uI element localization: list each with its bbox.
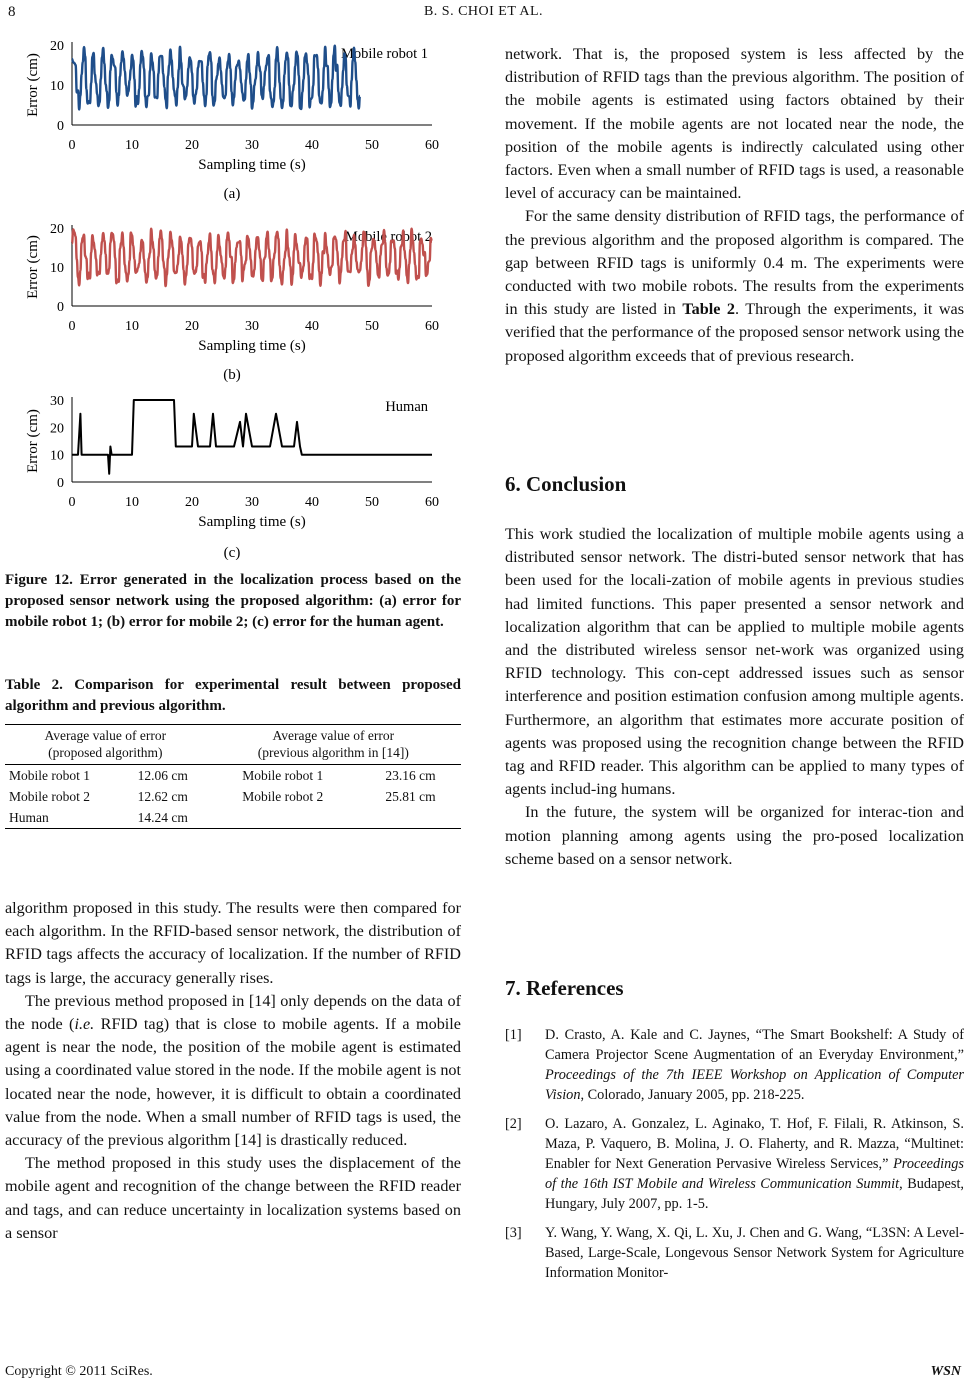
y-tick-label: 0: [57, 119, 64, 134]
x-tick-label: 50: [365, 495, 379, 510]
x-tick-label: 40: [305, 138, 319, 153]
footer-journal: WSN: [930, 1364, 961, 1379]
table-cell: 12.06 cm: [137, 768, 188, 783]
y-axis-label: Error (cm): [25, 409, 41, 473]
y-tick-label: 10: [50, 448, 64, 464]
paragraph: For the same density distribution of RFID tags, the performance of the previous algorithm and the proposed algorithm is compared. The gap between RFID tags is uniformly 0.4 m. The experiments were conducted with two mobile robots. The results from the experiments in this study are listed in Table 2. Through the experiments, it was verified that the performance of the proposed sensor network using the proposed algorithm exceeds that of previous research.: [505, 207, 965, 365]
page-number: 8: [8, 4, 16, 20]
table-cell: 25.81 cm: [385, 789, 436, 804]
footer-copyright: Copyright © 2011 SciRes.: [5, 1364, 153, 1379]
x-tick-label: 10: [125, 319, 139, 334]
table-2: [5, 724, 461, 829]
right-column-text: [505, 43, 964, 368]
table-cell: 12.62 cm: [137, 789, 188, 804]
x-axis-label: Sampling time (s): [198, 157, 306, 173]
table-cell: 14.24 cm: [137, 810, 188, 825]
x-tick-label: 30: [245, 495, 259, 510]
y-axis-label: Error (cm): [25, 53, 41, 117]
panel-label: (a): [223, 186, 241, 202]
x-tick-label: 10: [125, 495, 139, 510]
x-tick-label: 60: [425, 319, 439, 334]
panel-label: (b): [223, 367, 241, 383]
paragraph: algorithm proposed in this study. The results were then compared for each algorithm. In the RFID-based sensor network, the distribution of RFID tags affects the accuracy of localization. If the number of RFID tags is large, the accuracy generally rises.: [5, 899, 461, 987]
x-tick-label: 40: [305, 495, 319, 510]
reference-item: [1] D. Crasto, A. Kale and C. Jaynes, “The Smart Bookshelf: A Study of Camera Projector Scene Augmentation of an Everyday Environment,” Proceedings of the 7th IEEE Workshop on Application of Computer Vision, Colorado, January 2005, pp. 218-225.: [505, 1027, 964, 1103]
legend-label: Mobile robot 1: [341, 46, 428, 62]
y-tick-label: 20: [50, 39, 64, 54]
legend-label: Human: [385, 399, 428, 415]
conclusion-text: [505, 523, 964, 871]
chart-a: [25, 39, 439, 202]
y-tick-label: 10: [50, 261, 64, 276]
table-cell: Human: [9, 810, 49, 825]
x-tick-label: 30: [245, 319, 259, 334]
x-tick-label: 60: [425, 138, 439, 153]
section-heading-conclusion: 6. Conclusion: [505, 472, 627, 496]
chart-b: [25, 222, 439, 383]
chart-c: [25, 394, 439, 560]
figure-caption: Figure 12. Error generated in the localization process based on the proposed sensor network using the proposed algorithm: (a) error for mobile robot 1; (b) error for mobile 2; (c) error for the human agent.: [5, 572, 461, 630]
table-row: [5, 765, 461, 787]
table-caption: Table 2. Comparison for experimental result between proposed algorithm and previous algorithm.: [5, 677, 461, 714]
x-tick-label: 30: [245, 138, 259, 153]
y-tick-label: 30: [50, 394, 64, 409]
y-tick-label: 20: [50, 421, 64, 437]
table-cell: Mobile robot 1: [242, 768, 324, 783]
reference-list: [505, 1025, 964, 1292]
table-cell: 23.16 cm: [385, 768, 436, 783]
y-axis-label: Error (cm): [25, 235, 41, 299]
table-cell: Mobile robot 2: [9, 789, 90, 804]
x-tick-label: 20: [185, 495, 199, 510]
x-tick-label: 10: [125, 138, 139, 153]
series-line: [72, 400, 432, 474]
left-column-text: [5, 897, 461, 1245]
table-row: [5, 807, 461, 828]
table-body: [5, 765, 461, 829]
table-cell: [206, 807, 360, 828]
x-axis-label: Sampling time (s): [198, 514, 306, 530]
paragraph: network. That is, the proposed system is less affected by the distribution of RFID tags than the previous algorithm. The position of the mobile agents is estimated using factors obtained by their movement. If the mobile agents are not located near the node, the position of the mobile agents is indirectly calculated using other factors. Even when a small number of RFID tags is used, a reasonable level of accuracy can be maintained.: [505, 45, 964, 203]
figure-12: [0, 30, 470, 560]
panel-label: (c): [223, 545, 241, 560]
reference-item: [3] Y. Wang, Y. Wang, X. Qi, L. Xu, J. Chen and G. Wang, “L3SN: A Level-Based, Large-Scale, Longevous Sensor Network System for Agriculture Information Monitor-: [505, 1225, 964, 1281]
x-tick-label: 0: [68, 138, 76, 153]
section-heading-references: 7. References: [505, 976, 624, 1000]
reference-item: [2] O. Lazaro, A. Gonzalez, L. Aginako, T. Hof, F. Filali, R. Atkinson, S. Maza, P. Vaquero, B. Molina, J. O. Flaherty, and R. Mazza, “Multinet: Enabler for Next Generation Pervasive Wireless Services,” Proceedings of the 16th IST Mobile and Wireless Communication Summit, Budapest, Hungary, July 2007, pp. 1-5.: [505, 1116, 964, 1212]
table-cell: [360, 807, 461, 828]
x-tick-label: 50: [365, 319, 379, 334]
legend-label: Mobile robot 2: [345, 229, 432, 245]
paragraph: This work studied the localization of multiple mobile agents using a distributed sensor network. The distri-buted sensor network that has been used for the locali-zation of mobile agents in previous studies had limited functions. This paper presented a sensor network and localization algorithm that can be applied to multiple mobile agents and the distributed wireless sensor net-work was organized using RFID technology. This con-cept addressed issues such as sensor interference and position estimation confusion among multiple agents. Furthermore, an algorithm that estimates more accurate position of agents was proposed using the recognition change between the RFID tag and RFID reader. This algorithm can be applied to many types of agents includ-ing humans.: [505, 525, 964, 799]
y-tick-label: 0: [57, 300, 64, 315]
table-cell: Mobile robot 1: [9, 768, 90, 783]
x-tick-label: 40: [305, 319, 319, 334]
running-head: B. S. CHOI ET AL.: [423, 4, 544, 19]
x-tick-label: 60: [425, 495, 439, 510]
paragraph: The previous method proposed in [14] only depends on the data of the node (i.e. RFID tag) that is close to mobile agents. If a mobile agent is near the node, the position of the mobile agent is estimated using a coordinated value stored in the node. If the mobile agent is not located near the node, however, it is difficult to obtain a coordinated value from the node. When a small number of RFID tags is used, the accuracy of the previous algorithm [14] is drastically reduced.: [5, 991, 461, 1150]
x-tick-label: 0: [68, 319, 76, 334]
y-tick-label: 20: [50, 222, 64, 237]
table-row: [5, 786, 461, 807]
series-line: [72, 46, 360, 110]
x-tick-label: 0: [68, 495, 76, 510]
y-tick-label: 10: [50, 79, 64, 94]
x-axis-label: Sampling time (s): [198, 338, 306, 354]
table-header-proposed: Average value of error (proposed algorithm): [5, 725, 206, 765]
paragraph: The method proposed in this study uses the displacement of the mobile agent and recognition of the change between the RFID reader and tags, and can reduce uncertainty in localization systems based on a sensor: [5, 1154, 461, 1242]
paragraph: In the future, the system will be organized for interac-tion and motion planning among agents using the pro-posed localization scheme based on a sensor network.: [505, 803, 964, 868]
table-cell: Mobile robot 2: [242, 789, 324, 804]
x-tick-label: 50: [365, 138, 379, 153]
table-header-previous: Average value of error (previous algorithm in [14]): [206, 725, 461, 765]
y-tick-label: 0: [57, 476, 64, 491]
x-tick-label: 20: [185, 138, 199, 153]
x-tick-label: 20: [185, 319, 199, 334]
